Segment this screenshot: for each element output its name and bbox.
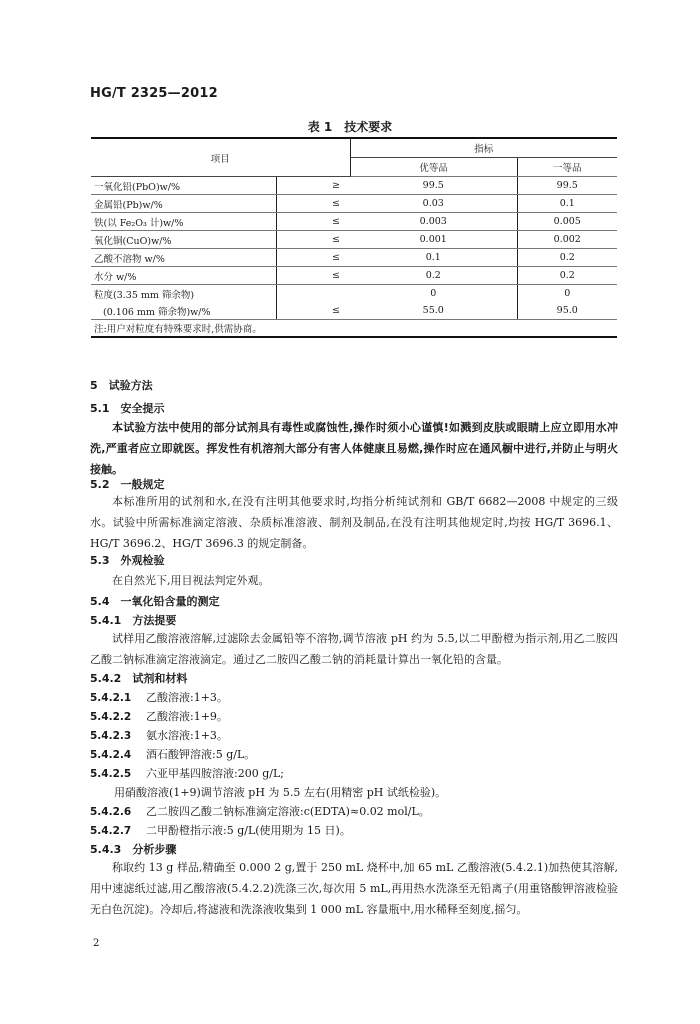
row-symbol: ≤	[277, 195, 351, 213]
row-symbol: ≤	[277, 267, 351, 285]
table-header-col2: 一等品	[517, 158, 617, 177]
page-number: 2	[93, 938, 100, 949]
reagent-text: 二甲酚橙指示液:5 g/L(使用期为 15 日)。	[146, 824, 351, 837]
section-5-3-heading: 5.3 外观检验	[90, 554, 165, 567]
table-row	[91, 195, 617, 213]
reagent-number: 5.4.2.1	[90, 692, 132, 704]
row-value-2: 99.5	[517, 177, 617, 195]
reagent-text: 乙二胺四乙酸二钠标准滴定溶液:c(EDTA)≈0.02 mol/L。	[146, 805, 430, 818]
row-item: 氧化铜(CuO)w/%	[91, 231, 277, 249]
row-symbol: ≤	[277, 213, 351, 231]
appearance-paragraph: 在自然光下,用目视法判定外观。	[112, 574, 270, 587]
row-value-2: 0.002	[517, 231, 617, 249]
table-note: 注:用户对粒度有特殊要求时,供需协商。	[94, 324, 262, 335]
reagent-number: 5.4.2.7	[90, 825, 132, 837]
standard-code: HG/T 2325—2012	[90, 86, 218, 101]
section-5-4-3-heading: 5.4.3 分析步骤	[90, 843, 177, 856]
table-row	[91, 267, 617, 285]
section-5-3-text	[90, 570, 618, 591]
section-5-4-1-heading: 5.4.1 方法提要	[90, 614, 177, 627]
row-value-2: 95.0	[517, 302, 617, 320]
row-value-2: 0	[564, 288, 571, 299]
reagent-item-5-note: 用硝酸溶液(1+9)调节溶液 pH 为 5.5 左右(用精密 pH 试纸检验)。	[114, 786, 447, 799]
table-row	[91, 231, 617, 249]
table-row	[91, 213, 617, 231]
procedure-paragraph: 称取约 13 g 样品,精确至 0.000 2 g,置于 250 mL 烧杯中,加 65 mL 乙酸溶液(5.4.2.1)加热使其溶解,用中速滤纸过滤,用乙酸溶液(5.4.2.2)洗涤三次,每次用 5 mL,再用热水洗涤至无铅离子(用重铬酸钾溶液检验无白色沉淀)。冷却后,将滤液和洗涤液收集到 1 000 mL 容量瓶中,用水稀释至刻度,摇匀。	[90, 861, 618, 916]
reagent-number: 5.4.2.6	[90, 806, 132, 818]
table-header-col1: 优等品	[350, 158, 517, 177]
reagent-item-1	[90, 690, 228, 706]
reagent-text: 乙酸溶液:1+9。	[146, 710, 228, 723]
reagent-number: 5.4.2.2	[90, 711, 132, 723]
row-value-1: 55.0	[350, 302, 517, 320]
row-item: (0.106 mm 筛余物)w/%	[91, 302, 277, 320]
row-symbol: ≤	[277, 231, 351, 249]
section-5-4-2-heading: 5.4.2 试剂和材料	[90, 672, 188, 685]
reagent-item-5	[90, 766, 284, 782]
row-symbol: ≤	[277, 249, 351, 267]
row-value-2: 0.2	[517, 267, 617, 285]
safety-paragraph: 本试验方法中使用的部分试剂具有毒性或腐蚀性,操作时须小心谨慎!如溅到皮肤或眼睛上应立即用水冲洗,严重者应立即就医。挥发性有机溶剂大部分有害人体健康且易燃,操作时应在通风橱中进行,并防止与明火接触。	[90, 421, 618, 476]
row-value-1: 0.1	[350, 249, 517, 267]
table-row	[91, 285, 617, 303]
table-row	[91, 177, 617, 195]
technical-requirements-table	[91, 137, 617, 338]
row-item: 铁(以 Fe₂O₃ 计)w/%	[91, 213, 277, 231]
section-5-4-3-text	[90, 857, 618, 920]
row-value-1: 0.001	[350, 231, 517, 249]
reagent-number: 5.4.2.3	[90, 730, 132, 742]
section-5-1-text	[90, 417, 618, 480]
table-header-item: 项目	[91, 138, 350, 177]
row-item: 水分 w/%	[91, 267, 277, 285]
reagent-number: 5.4.2.5	[90, 768, 132, 780]
reagent-text: 六亚甲基四胺溶液:200 g/L;	[146, 767, 284, 780]
row-value-1: 99.5	[350, 177, 517, 195]
row-value-1: 0.03	[350, 195, 517, 213]
general-rules-paragraph: 本标准所用的试剂和水,在没有注明其他要求时,均指分析纯试剂和 GB/T 6682—2008 中规定的三级水。试验中所需标准滴定溶液、杂质标准溶液、制剂及制品,在没有注明其他规定时,均按 HG/T 3696.1、HG/T 3696.2、HG/T 3696.3 的规定制备。	[90, 495, 618, 550]
section-5-2-text	[90, 491, 618, 554]
row-symbol: ≤	[277, 302, 351, 320]
row-value-2: 0.2	[517, 249, 617, 267]
row-value-1: 0.2	[350, 267, 517, 285]
table-row	[91, 249, 617, 267]
row-value-1: 0	[350, 285, 517, 303]
row-value-2: 0.005	[517, 213, 617, 231]
reagent-item-4	[90, 747, 255, 763]
section-5-2-heading: 5.2 一般规定	[90, 478, 165, 491]
reagent-item-6	[90, 804, 430, 820]
row-value-1: 0.003	[350, 213, 517, 231]
section-5-4-heading: 5.4 一氧化铅含量的测定	[90, 595, 220, 608]
reagent-text: 乙酸溶液:1+3。	[146, 691, 228, 704]
reagent-item-7	[90, 823, 351, 839]
reagent-item-2	[90, 709, 228, 725]
table-row	[91, 302, 617, 320]
row-value-2: 0.1	[517, 195, 617, 213]
section-5-heading: 5 试验方法	[90, 379, 153, 392]
reagent-text: 酒石酸钾溶液:5 g/L。	[146, 748, 256, 761]
row-item: 一氧化铅(PbO)w/%	[91, 177, 277, 195]
method-summary-paragraph: 试样用乙酸溶液溶解,过滤除去金属铅等不溶物,调节溶液 pH 约为 5.5,以二甲酚橙为指示剂,用乙二胺四乙酸二钠标准滴定溶液滴定。通过乙二胺四乙酸二钠的消耗量计算出一氧化铅的含量。	[90, 632, 618, 666]
reagent-text: 氨水溶液:1+3。	[146, 729, 228, 742]
reagent-item-3	[90, 728, 228, 744]
row-item: 金属铅(Pb)w/%	[91, 195, 277, 213]
row-item: 乙酸不溶物 w/%	[91, 249, 277, 267]
table-title: 表 1 技术要求	[307, 120, 393, 134]
section-5-1-heading: 5.1 安全提示	[90, 402, 165, 415]
row-symbol	[277, 285, 351, 303]
row-symbol: ≥	[277, 177, 351, 195]
row-item: 粒度(3.35 mm 筛余物)	[91, 285, 277, 303]
section-5-4-1-text	[90, 628, 618, 670]
table-note-row	[91, 320, 617, 338]
table-header-group: 指标	[350, 138, 617, 158]
reagent-number: 5.4.2.4	[90, 749, 132, 761]
